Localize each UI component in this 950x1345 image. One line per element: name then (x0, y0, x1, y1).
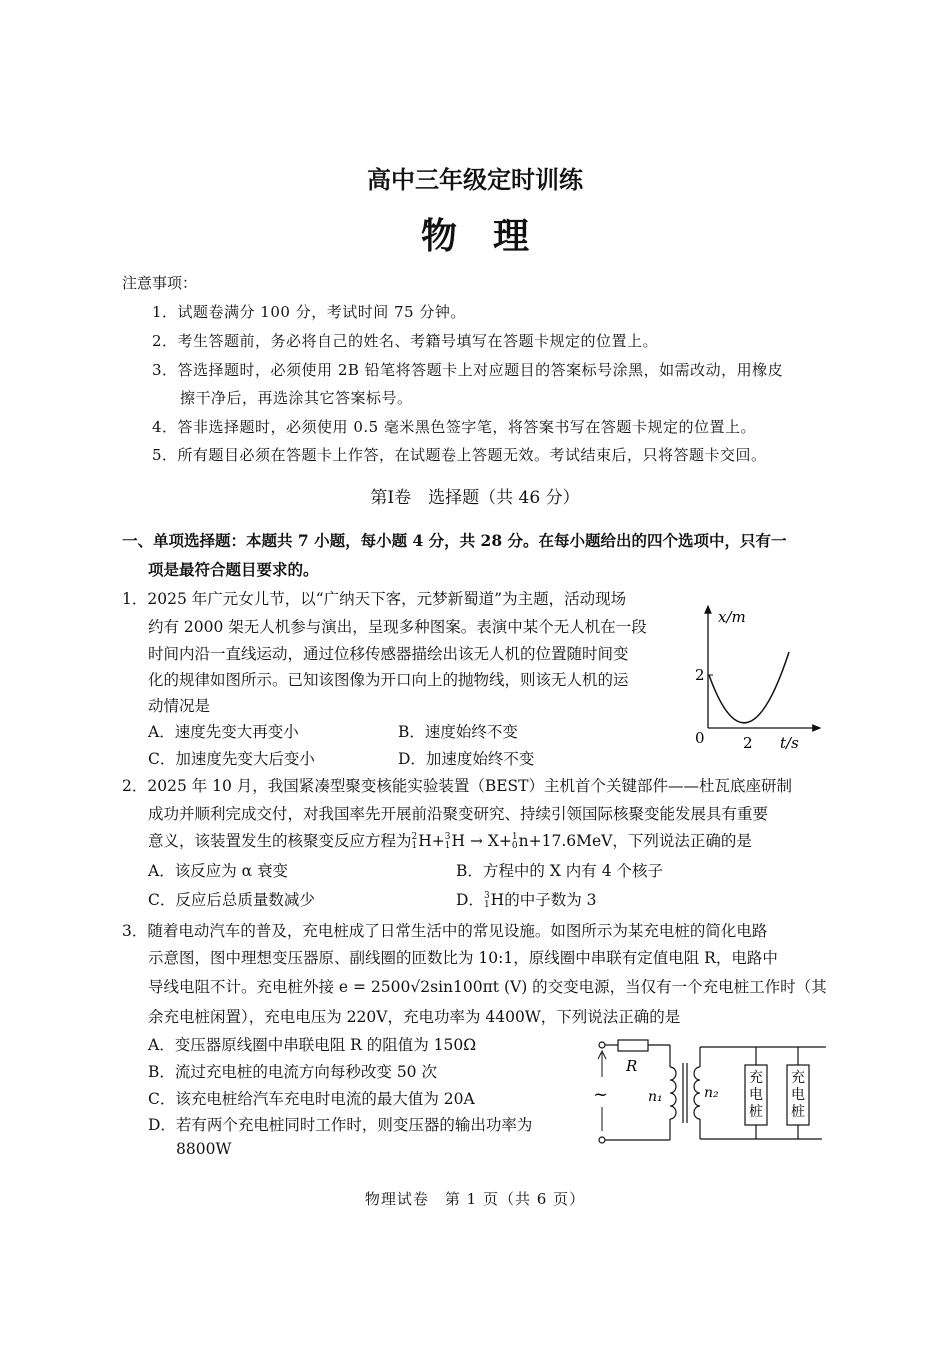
origin-label: 0 (695, 729, 705, 747)
terminal-bottom (599, 1137, 605, 1143)
equation-energy: +17.6MeV (528, 832, 613, 850)
question-line: 时间内沿一直线运动，通过位移传感器描绘出该无人机的位置随时间变 (148, 645, 629, 663)
question-line: 1．2025 年广元女儿节，以“广纳天下客，元梦新蜀道”为主题，活动现场 (122, 590, 627, 608)
question-line: 动情况是 (148, 697, 211, 715)
n2-label: n₂ (704, 1085, 719, 1101)
tritium-symbol: 3 1 H (483, 891, 505, 910)
question-line: 余充电桩闲置），充电电压为 220V，充电功率为 4400W，下列说法正确的是 (148, 1008, 681, 1026)
parabola-curve (709, 652, 789, 723)
exam-title: 高中三年级定时训练 (367, 165, 583, 194)
charger-label: 充电桩 (791, 1070, 805, 1120)
equation-arrow: → X+ (469, 832, 512, 850)
option-a: A．变压器原线圈中串联电阻 R 的阻值为 150Ω (148, 1036, 477, 1054)
option-d: D．若有两个充电桩同时工作时，则变压器的输出功率为 (148, 1116, 533, 1134)
primary-coil (670, 1067, 676, 1119)
question-line: 2．2025 年 10 月，我国紧凑型聚变核能实验装置（BEST）主机首个关键部件——杜瓦底座研制 (122, 777, 792, 795)
notice-item: 3．答选择题时，必须使用 2B 铅笔将答题卡上对应题目的答案标号涂黑，如需改动，用橡皮 (152, 361, 784, 379)
option-a: A．该反应为 α 衰变 (148, 862, 289, 880)
question-line: 导线电阻不计。充电桩外接 e = 2500√2sin100πt (V) 的交变电源，当仅有一个充电桩工作时（其 (148, 978, 827, 996)
equation-tail: ，下列说法正确的是 (612, 832, 752, 850)
notice-item: 擦干净后，再选涂其它答案标号。 (180, 389, 413, 407)
option-d: D．加速度始终不变 (398, 750, 535, 768)
tritium-symbol: 3 1 H (444, 832, 466, 851)
page-footer: 物理试卷 第 1 页（共 6 页） (364, 1190, 586, 1208)
ac-source-symbol: ~ (593, 1084, 609, 1105)
neutron-symbol: 1 0 n (511, 832, 529, 851)
notice-item: 5．所有题目必须在答题卡上作答，在试题卷上答题无效。考试结束后，只将答题卡交回。 (152, 446, 767, 464)
question-line-equation: 意义，该装置发生的核聚变反应方程为 2 1 H+ 3 1 H → X+ 1 0 n+17.6MeV，下列说法正确的是 (148, 832, 752, 851)
y-axis-label: x/m (718, 608, 746, 626)
terminal-top (599, 1042, 605, 1048)
question-line: 3．随着电动汽车的普及，充电桩成了日常生活中的常见设施。如图所示为某充电桩的简化电路 (122, 922, 768, 940)
part-heading: 一、单项选择题：本题共 7 小题，每小题 4 分，共 28 分。在每小题给出的四个选项中，只有一 (122, 531, 787, 550)
deuterium-symbol: 2 1 H (411, 832, 432, 851)
notice-item: 4．答非选择题时，必须使用 0.5 毫米黑色签字笔，将答案书写在答题卡规定的位置上。 (152, 418, 756, 436)
charger-label: 充电桩 (749, 1070, 763, 1120)
notice-item: 1．试题卷满分 100 分，考试时间 75 分钟。 (152, 303, 466, 321)
option-b: B．流过充电桩的电流方向每秒改变 50 次 (148, 1063, 437, 1081)
position-time-graph (690, 598, 830, 758)
resistor-label: R (626, 1057, 638, 1075)
subject-title: 物理 (420, 215, 565, 257)
section-heading: 第Ⅰ卷 选择题（共 46 分） (370, 488, 580, 508)
equation-intro: 意义，该装置发生的核聚变反应方程为 (148, 832, 412, 850)
option-d: D． 3 1 H的中子数为 3 (456, 891, 597, 910)
x-axis-label: t/s (780, 734, 799, 752)
option-c: C．反应后总质量数减少 (148, 891, 315, 909)
n1-label: n₁ (648, 1089, 663, 1105)
x-tick-label: 2 (743, 734, 753, 752)
option-d-continued: 8800W (176, 1140, 232, 1158)
resistor-r (618, 1040, 648, 1051)
question-line: 化的规律如图所示。已知该图像为开口向上的抛物线，则该无人机的运 (148, 671, 629, 689)
question-line: 成功并顺利完成交付，对我国率先开展前沿聚变研究、持续引领国际核聚变能发展具有重要 (148, 805, 769, 823)
option-c: C．该充电桩给汽车充电时电流的最大值为 20A (148, 1090, 475, 1108)
secondary-coil (694, 1067, 700, 1119)
option-a: A．速度先变大再变小 (148, 723, 299, 741)
notice-heading: 注意事项： (122, 274, 198, 292)
part-heading: 项是最符合题目要求的。 (148, 560, 319, 579)
charging-circuit-diagram (588, 1035, 828, 1150)
option-b: B．方程中的 X 内有 4 个核子 (456, 862, 663, 880)
y-tick-label: 2 (695, 666, 705, 684)
question-line: 示意图，图中理想变压器原、副线圈的匝数比为 10:1，原线圈中串联有定值电阻 R，电路中 (148, 949, 778, 967)
option-c: C．加速度先变大后变小 (148, 750, 315, 768)
option-b: B．速度始终不变 (398, 723, 518, 741)
notice-item: 2．考生答题前，务必将自己的姓名、考籍号填写在答题卡规定的位置上。 (152, 332, 659, 350)
question-line: 约有 2000 架无人机参与演出，呈现多种图案。表演中某个无人机在一段 (148, 618, 647, 636)
